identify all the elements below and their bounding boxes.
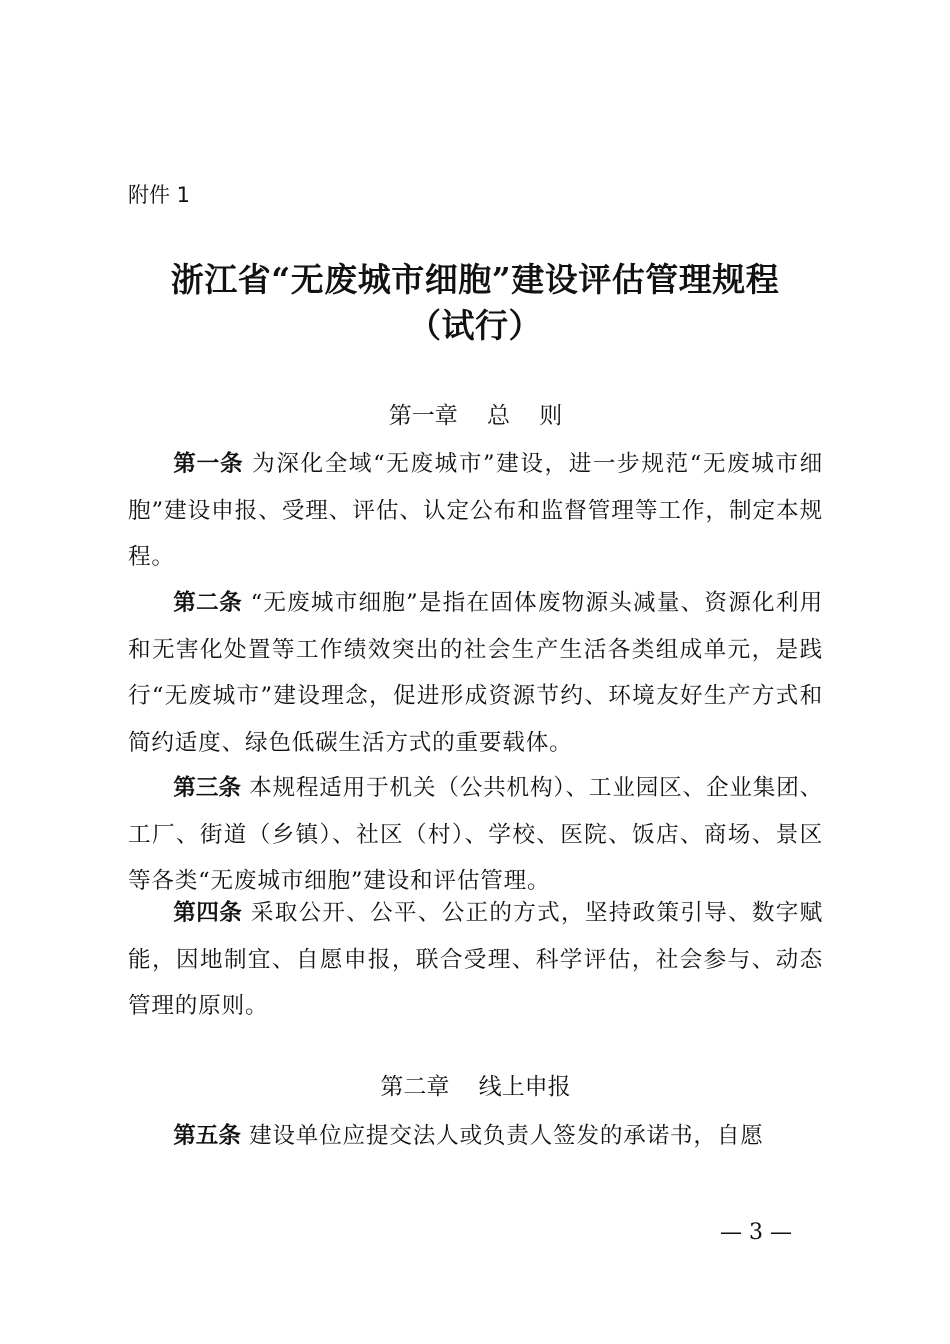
article-label: 第一条 bbox=[173, 451, 244, 477]
article-label: 第三条 bbox=[173, 775, 242, 801]
article-text: 建设单位应提交法人或负责人签发的承诺书，自愿 bbox=[248, 1123, 764, 1149]
document-title: 浙江省“无废城市细胞”建设评估管理规程 bbox=[170, 260, 780, 299]
page-number: — 3 — bbox=[720, 1220, 792, 1245]
article-label: 第四条 bbox=[173, 900, 243, 926]
article-text: 采取公开、公平、公正的方式，坚持政策引导、数字赋能，因地制宜、自愿申报，联合受理、科学评估，社会参与、动态管理的原则。 bbox=[128, 900, 824, 1019]
chapter-heading-1: 第一章 总 则 bbox=[388, 403, 563, 429]
article-text: 本规程适用于机关（公共机构）、工业园区、企业集团、工厂、街道（乡镇）、社区（村）、学校、医院、饭店、商场、景区等各类“无废城市细胞”建设和评估管理。 bbox=[128, 775, 824, 894]
article-label: 第二条 bbox=[173, 590, 243, 616]
article-4 bbox=[128, 890, 823, 1030]
attachment-label: 附件 1 bbox=[128, 183, 191, 207]
chapter-heading-2: 第二章 线上申报 bbox=[380, 1074, 571, 1100]
article-label: 第五条 bbox=[173, 1123, 241, 1149]
article-2 bbox=[128, 580, 823, 766]
document-subtitle: （试行） bbox=[408, 306, 542, 345]
article-5 bbox=[128, 1113, 823, 1160]
article-text: 为深化全域“无废城市”建设，进一步规范“无废城市细胞”建设申报、受理、评估、认定公布和监督管理等工作，制定本规程。 bbox=[128, 451, 824, 570]
article-text: “无废城市细胞”是指在固体废物源头减量、资源化利用和无害化处置等工作绩效突出的社会生产生活各类组成单元，是践行“无废城市”建设理念，促进形成资源节约、环境友好生产方式和简约适度、绿色低碳生活方式的重要载体。 bbox=[128, 590, 824, 756]
article-3 bbox=[128, 765, 823, 905]
article-1 bbox=[128, 441, 823, 581]
